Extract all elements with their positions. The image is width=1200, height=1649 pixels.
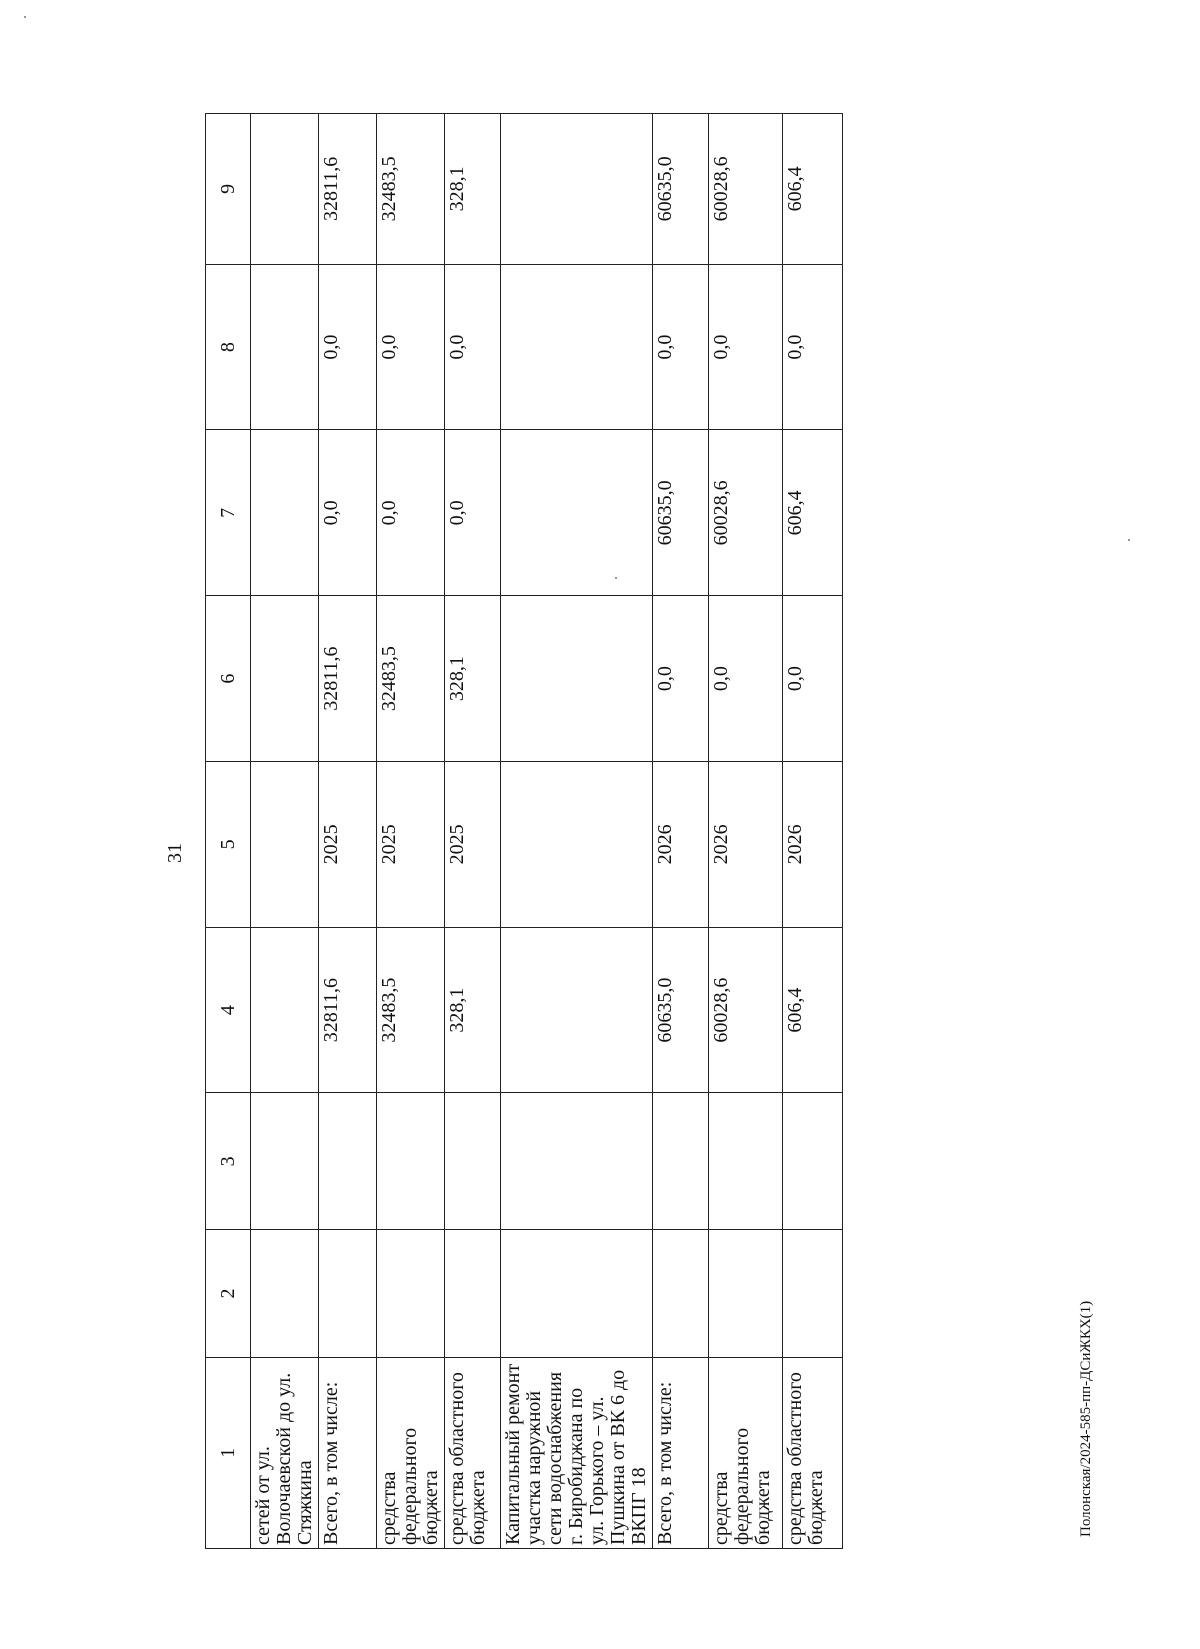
table-cell [319, 1230, 377, 1358]
table-cell [251, 264, 319, 430]
scan-speck [615, 577, 617, 579]
table-cell [501, 596, 653, 762]
table-row [319, 114, 377, 1549]
table-row [709, 114, 783, 1549]
row-label-cell: средства федерального бюджета [377, 1357, 445, 1548]
column-header: 2 [206, 1230, 251, 1358]
table-cell: 606,4 [783, 927, 843, 1093]
column-header: 3 [206, 1093, 251, 1230]
column-header: 5 [206, 761, 251, 927]
table-cell: 2026 [653, 761, 709, 927]
table-cell: 2025 [377, 761, 445, 927]
table-cell: 0,0 [653, 596, 709, 762]
table-cell: 60028,6 [709, 430, 783, 596]
table-cell: 0,0 [709, 596, 783, 762]
table-cell: 2025 [319, 761, 377, 927]
table-row [445, 114, 501, 1549]
table-cell: 2025 [445, 761, 501, 927]
table-cell: 60028,6 [709, 927, 783, 1093]
column-header: 9 [206, 114, 251, 265]
column-header: 6 [206, 596, 251, 762]
table-cell [377, 1093, 445, 1230]
table-cell [783, 1093, 843, 1230]
table-cell [251, 927, 319, 1093]
table-cell: 32811,6 [319, 114, 377, 265]
table-cell: 0,0 [783, 264, 843, 430]
table-cell [501, 761, 653, 927]
table-cell: 60635,0 [653, 430, 709, 596]
row-label-cell: средства областного бюджета [445, 1357, 501, 1548]
table-cell: 0,0 [319, 430, 377, 596]
table-row [377, 114, 445, 1549]
scan-speck [1128, 539, 1130, 541]
table-cell: 0,0 [319, 264, 377, 430]
column-header: 4 [206, 927, 251, 1093]
table-cell: 60635,0 [653, 114, 709, 265]
document-code: Полонская/2024-585-пп-ДСиЖКХ(1) [1078, 1300, 1094, 1537]
table-row [251, 114, 319, 1549]
table-cell [501, 114, 653, 265]
row-label-cell: Всего, в том числе: [319, 1357, 377, 1548]
table-cell: 606,4 [783, 430, 843, 596]
table-cell [501, 1093, 653, 1230]
table-cell [501, 264, 653, 430]
table-cell: 606,4 [783, 114, 843, 265]
row-label-cell: Капитальный ремонт участка наружной сети водоснабжения г. Биробиджана по ул. Горького – ул. Пушкина от ВК 6 до ВКПГ 18 [501, 1357, 653, 1548]
table-cell [501, 1230, 653, 1358]
table-cell: 0,0 [445, 430, 501, 596]
scan-speck [24, 16, 26, 18]
row-label-cell: средства федерального бюджета [709, 1357, 783, 1548]
row-label-cell: средства областного бюджета [783, 1357, 843, 1548]
table-cell [251, 1230, 319, 1358]
table-cell: 328,1 [445, 596, 501, 762]
table-row [783, 114, 843, 1549]
table-body [206, 114, 843, 1549]
table-row [653, 114, 709, 1549]
table-cell: 0,0 [445, 264, 501, 430]
header-row [206, 114, 251, 1549]
column-header: 1 [206, 1357, 251, 1548]
table-cell: 2026 [709, 761, 783, 927]
table-cell [709, 1093, 783, 1230]
table-cell [709, 1230, 783, 1358]
table-cell [653, 1093, 709, 1230]
table-cell [251, 761, 319, 927]
table-cell [251, 114, 319, 265]
table-cell [377, 1230, 445, 1358]
table-cell: 328,1 [445, 114, 501, 265]
page-number: 31 [164, 843, 186, 863]
table-cell [783, 1230, 843, 1358]
table-cell [251, 596, 319, 762]
table-cell: 32811,6 [319, 927, 377, 1093]
table-cell: 0,0 [709, 264, 783, 430]
table-cell [445, 1230, 501, 1358]
table-cell: 0,0 [783, 596, 843, 762]
table-row [501, 114, 653, 1549]
table-cell: 0,0 [377, 430, 445, 596]
column-header: 8 [206, 264, 251, 430]
row-label-cell: сетей от ул. Волочаевской до ул. Стяжкина [251, 1357, 319, 1548]
table-cell: 0,0 [377, 264, 445, 430]
table-cell [653, 1230, 709, 1358]
table-cell [319, 1093, 377, 1230]
table-cell: 32483,5 [377, 927, 445, 1093]
table-cell: 32811,6 [319, 596, 377, 762]
table-cell [251, 430, 319, 596]
table-cell [501, 430, 653, 596]
table-cell: 60635,0 [653, 927, 709, 1093]
table-cell: 0,0 [653, 264, 709, 430]
table-cell: 328,1 [445, 927, 501, 1093]
table-cell: 2026 [783, 761, 843, 927]
table-cell [445, 1093, 501, 1230]
table-cell: 32483,5 [377, 596, 445, 762]
table-cell [251, 1093, 319, 1230]
budget-table [205, 113, 843, 1549]
row-label-cell: Всего, в том числе: [653, 1357, 709, 1548]
column-header: 7 [206, 430, 251, 596]
table-cell: 60028,6 [709, 114, 783, 265]
table-cell: 32483,5 [377, 114, 445, 265]
table-cell [501, 927, 653, 1093]
